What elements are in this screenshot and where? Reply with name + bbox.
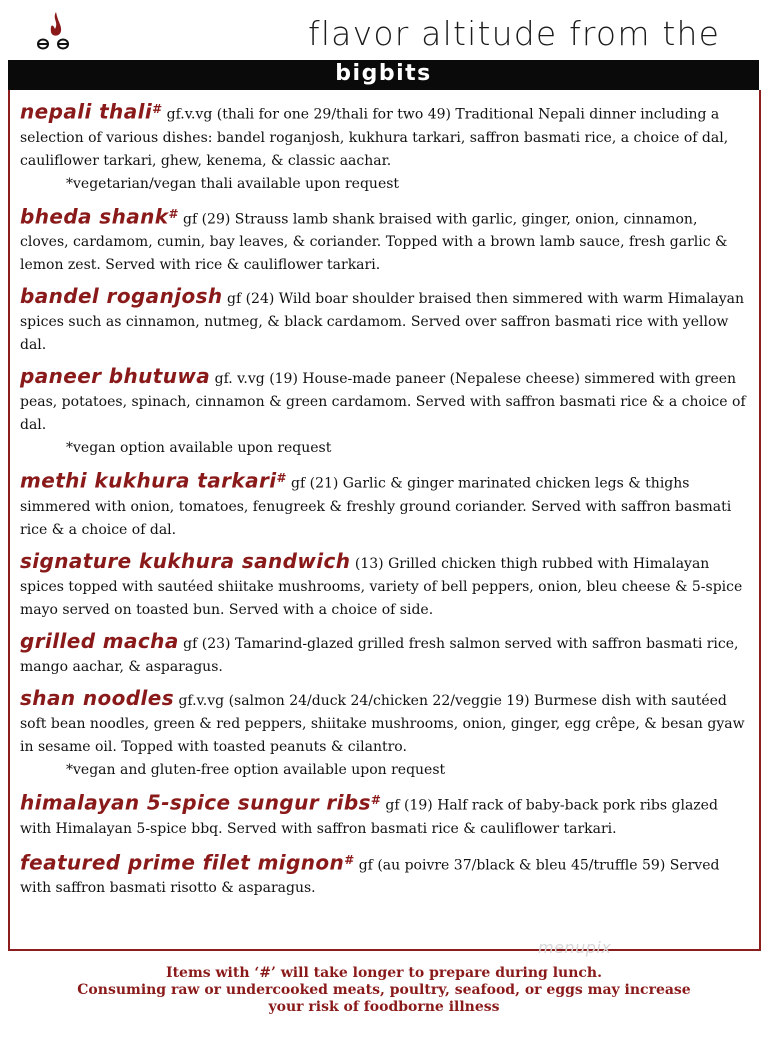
menu-item-text xyxy=(20,285,750,357)
menu-item-text xyxy=(20,550,750,622)
menu-item xyxy=(20,98,750,195)
menu-item-note: *vegan option available upon request xyxy=(66,440,332,457)
menu-item-text xyxy=(20,789,750,841)
lunch-delay-mark: # xyxy=(152,102,163,116)
menu-item-description: (13) Grilled chicken thigh rubbed with Himalayan spices topped with sautéed shiitake mushrooms, variety of bell peppers, onion, bleu cheese & 5-spice mayo served on toasted bun. Served with a choice of side. xyxy=(20,555,743,618)
menu-item xyxy=(20,630,750,679)
footer-line-1: Items with ‘#’ will take longer to prepare during lunch. xyxy=(166,965,602,981)
footer-notice xyxy=(0,965,768,1016)
menu-item-description: gf. v.vg (19) House-made paneer (Nepalese cheese) simmered with green peas, potatoes, spinach, cinnamon & green cardamom. Served with saffron basmati rice & a choice of dal. xyxy=(20,371,746,434)
menu-item xyxy=(20,285,750,357)
menu-item-text xyxy=(20,687,750,759)
menu-item-text xyxy=(20,365,750,437)
menu-item-text xyxy=(20,849,750,901)
menu-item xyxy=(20,550,750,622)
menu-item-text xyxy=(20,467,750,542)
menu-item-description: gf (21) Garlic & ginger marinated chicken legs & thighs simmered with onion, tomatoes, fenugreek & freshly ground coriander. Served with saffron basmati rice & a choice of dal. xyxy=(20,475,732,538)
footer-line-2: Consuming raw or undercooked meats, poultry, seafood, or eggs may increase xyxy=(77,982,691,998)
lunch-delay-mark: # xyxy=(276,471,287,486)
menu-item xyxy=(20,789,750,841)
menu-item-description: gf (23) Tamarind-glazed grilled fresh salmon served with saffron basmati rice, mango aachar, & asparagus. xyxy=(20,635,739,675)
menu-item-description: gf (24) Wild boar shoulder braised then simmered with warm Himalayan spices such as cinnamon, nutmeg, & black cardamom. Served over saffron basmati rice with yellow dal. xyxy=(20,291,745,354)
lunch-delay-mark: # xyxy=(168,206,179,221)
lunch-delay-mark: # xyxy=(344,852,355,867)
menu-item xyxy=(20,467,750,542)
menu-item-description: gf.v.vg (salmon 24/duck 24/chicken 22/veggie 19) Burmese dish with sautéed soft bean noodles, green & red peppers, shiitake mushrooms, onion, ginger, egg crêpe, & besan gyaw in sesame oil. Topped with toasted peanuts & cilantro. xyxy=(20,692,745,755)
menu-item xyxy=(20,849,750,901)
menu-item-text xyxy=(20,98,750,173)
menu-list xyxy=(20,98,750,908)
menu-item xyxy=(20,203,750,278)
menu-frame xyxy=(8,90,761,951)
menu-item-name: nepali thali xyxy=(20,99,153,124)
menu-item-name: himalayan 5-spice sungur ribs xyxy=(20,790,371,815)
menu-item-description: gf (au poivre 37/black & bleu 45/truffle 59) Served with saffron basmati risotto & asparagus. xyxy=(20,857,720,897)
menu-item xyxy=(20,365,750,459)
watermark: menupix xyxy=(538,938,612,957)
menu-item-text xyxy=(20,203,750,278)
menu-item-text xyxy=(20,630,750,679)
menu-item-name: bandel roganjosh xyxy=(20,284,223,309)
section-band xyxy=(8,60,759,90)
section-title: bigbits xyxy=(335,61,432,86)
footer-line-3: your risk of foodborne illness xyxy=(268,999,500,1015)
menu-item xyxy=(20,687,750,781)
menu-item-name: bheda shank xyxy=(20,204,169,229)
menu-item-name: paneer bhutuwa xyxy=(20,364,211,389)
menu-item-description: gf (29) Strauss lamb shank braised with garlic, ginger, onion, cinnamon, cloves, cardamom, cumin, bay leaves, & coriander. Topped with a brown lamb sauce, fresh garlic & lemon zest. Served with rice & cauliflower tarkari. xyxy=(20,211,728,274)
menu-item-name: shan noodles xyxy=(20,685,174,710)
menu-item-description: gf.v.vg (thali for one 29/thali for two 49) Traditional Nepali dinner including a selection of various dishes: bandel roganjosh, kukhura tarkari, saffron basmati rice, a choice of dal, cauliflower tarkari, ghew, kenema, & classic aachar. xyxy=(20,106,729,169)
menu-item-name: grilled macha xyxy=(20,628,179,653)
menu-item-note: *vegetarian/vegan thali available upon request xyxy=(66,175,400,192)
menu-item-name: featured prime filet mignon xyxy=(20,850,345,875)
menu-item-name: methi kukhura tarkari xyxy=(20,468,277,493)
menu-item-description: gf (19) Half rack of baby-back pork ribs glazed with Himalayan 5-spice bbq. Served with saffron basmati rice & cauliflower tarkari. xyxy=(20,797,718,837)
menu-item-note: *vegan and gluten-free option available upon request xyxy=(66,761,446,778)
tagline: flavor altitude from the xyxy=(308,14,721,53)
lunch-delay-mark: # xyxy=(370,792,381,807)
menu-item-name: signature kukhura sandwich xyxy=(20,548,351,573)
flame-logo-icon xyxy=(34,10,78,54)
